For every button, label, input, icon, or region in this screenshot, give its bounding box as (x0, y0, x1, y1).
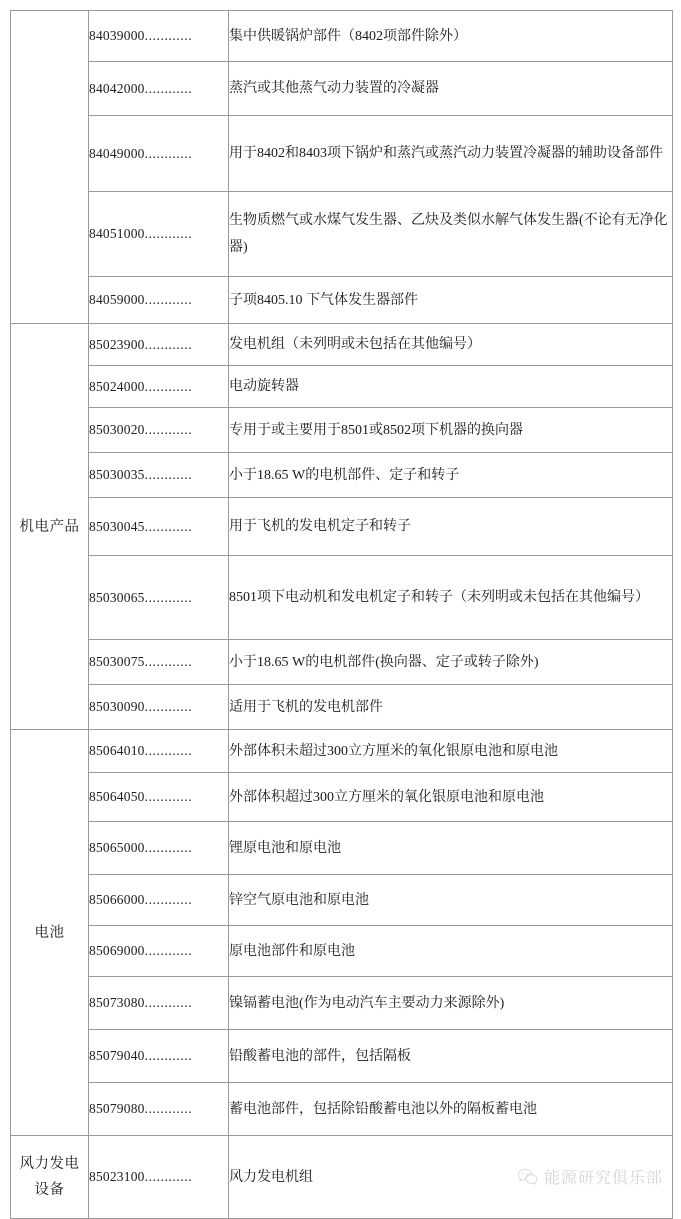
category-label: 机电产品 (19, 518, 80, 535)
table-row (11, 822, 673, 875)
hs-code-cell (89, 1083, 229, 1136)
table-row (11, 640, 673, 685)
description-cell: 锂原电池和原电池 (229, 822, 673, 875)
description-cell: 发电机组（未列明或未包括在其他编号） (229, 324, 673, 366)
hs-code-value: 85064010 (89, 743, 145, 758)
hs-code-dots: ............ (144, 699, 193, 714)
hs-code-value: 85030065 (89, 589, 145, 605)
hs-code-dots: ............ (144, 467, 193, 482)
hs-code-value: 84042000 (89, 80, 145, 96)
category-label: 电池 (34, 924, 65, 941)
hs-code-cell (89, 408, 229, 453)
hs-code-dots: ............ (144, 589, 193, 605)
description-cell: 子项8405.10 下气体发生器部件 (229, 277, 673, 324)
hs-code-dots: ............ (144, 336, 193, 352)
category-cell-battery (11, 730, 89, 1136)
table-row (11, 324, 673, 366)
hs-code-value: 85065000 (89, 840, 145, 855)
hs-code-cell (89, 556, 229, 640)
table-row (11, 11, 673, 62)
hs-code-cell (89, 324, 229, 366)
description-cell: 专用于或主要用于8501或8502项下机器的换向器 (229, 408, 673, 453)
hs-code-value: 84049000 (89, 145, 145, 161)
hs-code-dots: ............ (144, 743, 193, 758)
hs-code-value: 85064050 (89, 789, 145, 804)
hs-code-cell (89, 977, 229, 1030)
hs-code-dots: ............ (144, 1101, 193, 1116)
hs-code-cell (89, 822, 229, 875)
description-cell: 外部体积超过300立方厘米的氧化银原电池和原电池 (229, 773, 673, 822)
hs-code-value: 85023100 (89, 1169, 145, 1184)
hs-code-cell (89, 640, 229, 685)
category-cell-electromechanical (11, 324, 89, 730)
description-cell: 镍镉蓄电池(作为电动汽车主要动力来源除外) (229, 977, 673, 1030)
hs-code-cell (89, 730, 229, 773)
hs-code-cell (89, 773, 229, 822)
description-cell: 用于飞机的发电机定子和转子 (229, 498, 673, 556)
hs-code-value: 85073080 (89, 995, 145, 1010)
description-cell: 锌空气原电池和原电池 (229, 875, 673, 926)
hs-code-dots: ............ (144, 1169, 193, 1184)
description-cell: 蓄电池部件，包括除铅酸蓄电池以外的隔板蓄电池 (229, 1083, 673, 1136)
table-row (11, 116, 673, 192)
hs-code-dots: ............ (144, 518, 193, 534)
hs-code-dots: ............ (144, 28, 193, 43)
hs-code-value: 85069000 (89, 943, 145, 958)
hs-code-cell (89, 875, 229, 926)
description-cell: 小于18.65 W的电机部件、定子和转子 (229, 453, 673, 498)
description-cell: 8501项下电动机和发电机定子和转子（未列明或未包括在其他编号） (229, 556, 673, 640)
hs-code-dots: ............ (144, 840, 193, 855)
hs-code-value: 85066000 (89, 892, 145, 907)
table-row (11, 366, 673, 408)
table-row (11, 453, 673, 498)
hs-code-value: 85030090 (89, 699, 145, 714)
description-cell: 生物质燃气或水煤气发生器、乙炔及类似水解气体发生器(不论有无净化器) (229, 192, 673, 277)
hs-code-value: 84039000 (89, 28, 145, 43)
hs-code-value: 85030020 (89, 422, 145, 437)
description-cell: 蒸汽或其他蒸气动力装置的冷凝器 (229, 62, 673, 116)
hs-code-cell (89, 62, 229, 116)
hs-code-value: 85023900 (89, 336, 145, 352)
table-row (11, 926, 673, 977)
hs-code-dots: ............ (144, 80, 193, 96)
table-row (11, 556, 673, 640)
category-label-line-2: 设备 (34, 1182, 65, 1198)
table-row (11, 1083, 673, 1136)
hs-code-dots: ............ (144, 943, 193, 958)
table-row (11, 192, 673, 277)
hs-code-cell (89, 453, 229, 498)
description-cell: 风力发电机组 (229, 1136, 673, 1219)
hs-code-cell (89, 1030, 229, 1083)
description-cell: 适用于飞机的发电机部件 (229, 685, 673, 730)
description-cell: 用于8402和8403项下锅炉和蒸汽或蒸汽动力装置冷凝器的辅助设备部件 (229, 116, 673, 192)
table-row (11, 685, 673, 730)
hs-code-cell (89, 926, 229, 977)
category-cell-blank (11, 11, 89, 324)
table-row (11, 277, 673, 324)
hs-code-value: 85030045 (89, 518, 145, 534)
description-cell: 集中供暖锅炉部件（8402项部件除外） (229, 11, 673, 62)
table-row (11, 62, 673, 116)
hs-code-cell (89, 11, 229, 62)
description-cell: 铅酸蓄电池的部件，包括隔板 (229, 1030, 673, 1083)
description-cell: 电动旋转器 (229, 366, 673, 408)
table-row (11, 408, 673, 453)
hs-code-dots: ............ (144, 1048, 193, 1063)
table-row (11, 773, 673, 822)
hs-code-dots: ............ (144, 422, 193, 437)
hs-code-cell (89, 116, 229, 192)
table-row (11, 875, 673, 926)
hs-code-cell (89, 685, 229, 730)
hs-code-dots: ............ (144, 145, 193, 161)
hs-code-dots: ............ (144, 654, 193, 669)
hs-code-dots: ............ (144, 378, 193, 394)
hs-code-value: 84059000 (89, 292, 145, 307)
hs-code-cell (89, 498, 229, 556)
table-row (11, 498, 673, 556)
category-cell-wind-power (11, 1136, 89, 1219)
hs-code-dots: ............ (144, 226, 193, 241)
hs-code-dots: ............ (144, 292, 193, 307)
table-row (11, 1136, 673, 1219)
hs-code-cell (89, 1136, 229, 1219)
hs-code-table (10, 10, 673, 1219)
hs-code-dots: ............ (144, 995, 193, 1010)
hs-code-value: 85079040 (89, 1048, 145, 1063)
hs-code-cell (89, 192, 229, 277)
watermark-text: 能源研究俱乐部 (543, 1170, 663, 1187)
description-cell: 原电池部件和原电池 (229, 926, 673, 977)
description-cell: 小于18.65 W的电机部件(换向器、定子或转子除外) (229, 640, 673, 685)
hs-code-value: 85030035 (89, 467, 145, 482)
table-row (11, 730, 673, 773)
category-label-line-1: 风力发电 (19, 1156, 80, 1172)
description-cell: 外部体积未超过300立方厘米的氧化银原电池和原电池 (229, 730, 673, 773)
hs-code-value: 85079080 (89, 1101, 145, 1116)
hs-code-value: 84051000 (89, 226, 145, 241)
hs-code-cell (89, 277, 229, 324)
table-row (11, 977, 673, 1030)
hs-code-value: 85024000 (89, 378, 145, 394)
hs-code-cell (89, 366, 229, 408)
hs-code-dots: ............ (144, 789, 193, 804)
table-row (11, 1030, 673, 1083)
hs-code-value: 85030075 (89, 654, 145, 669)
hs-code-dots: ............ (144, 892, 193, 907)
